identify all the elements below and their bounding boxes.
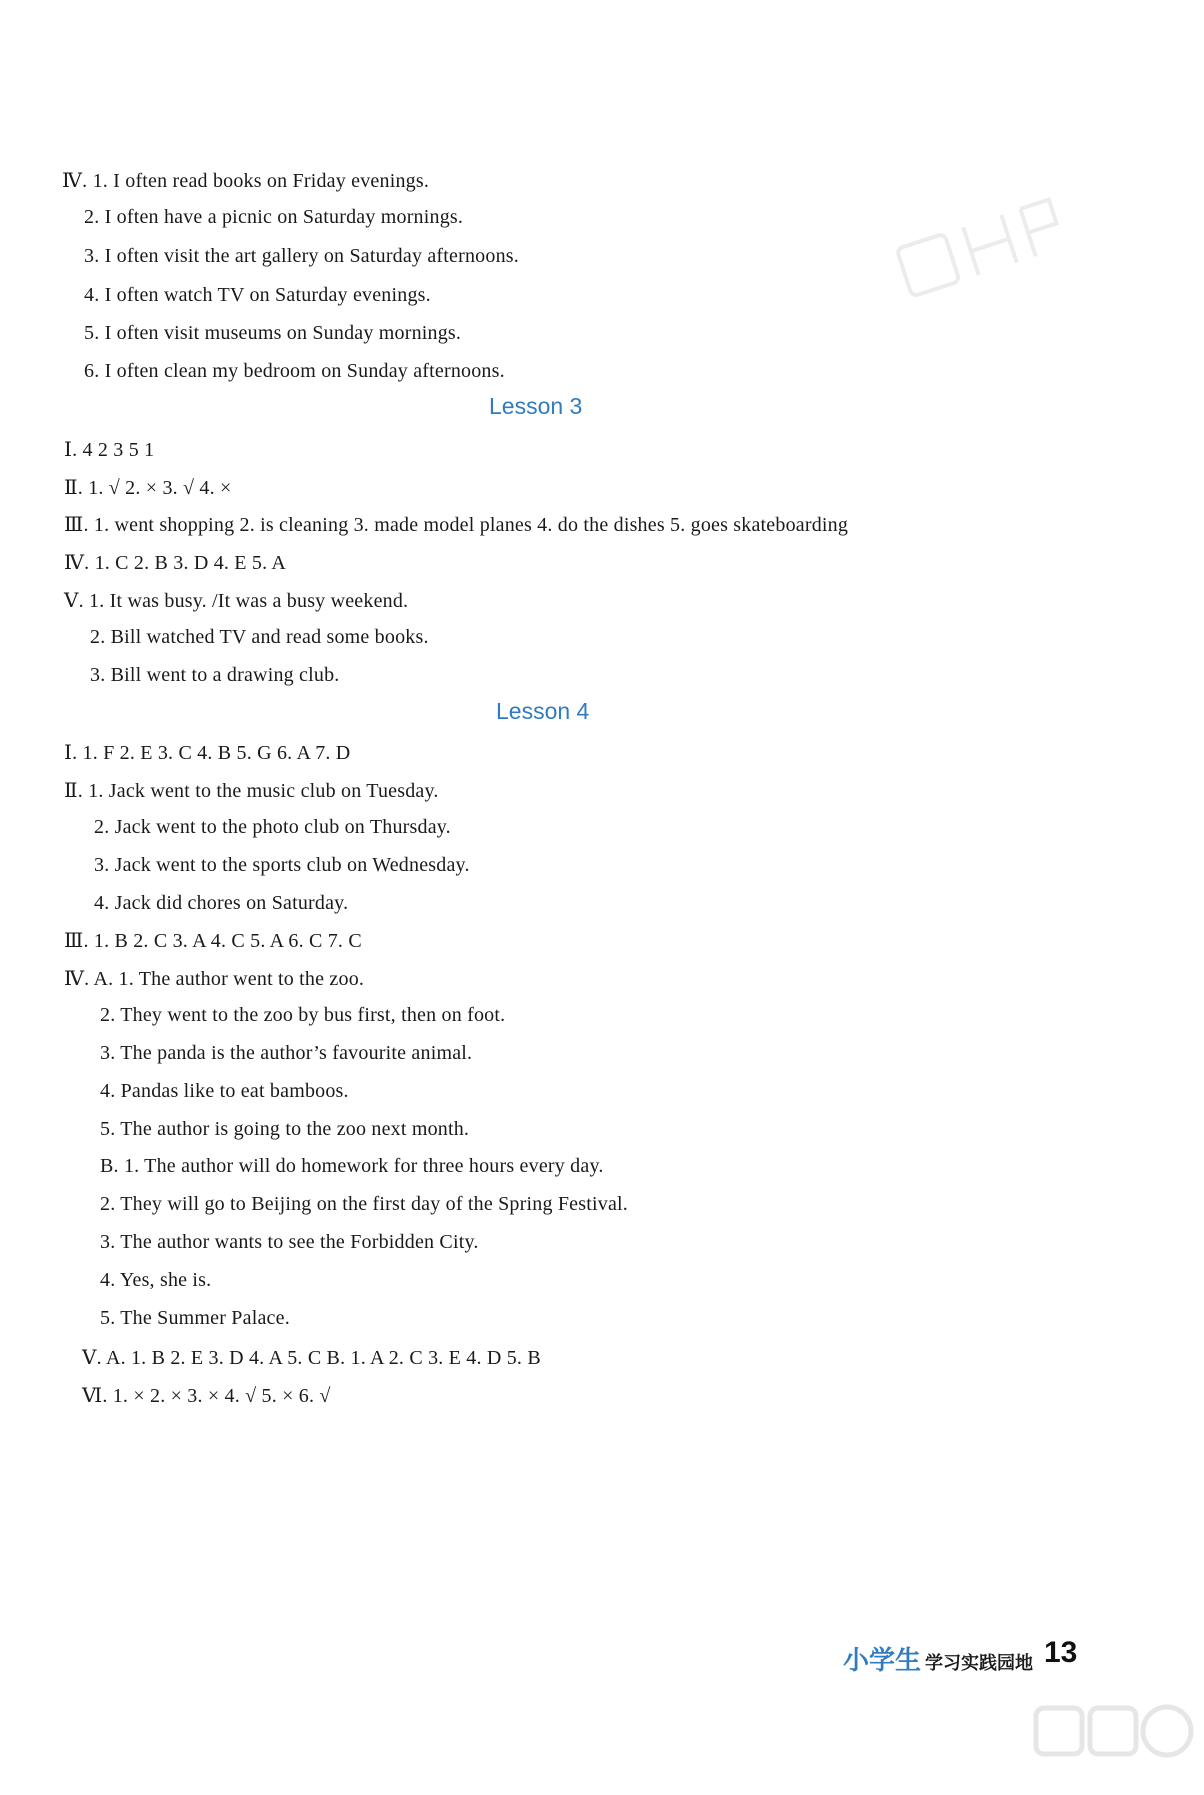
iv-line-5: 5. I often visit museums on Sunday mornings.: [84, 322, 462, 344]
lesson-3-title: Lesson 3: [489, 393, 583, 419]
lesson3-line-1: Ⅰ. 4 2 3 5 1: [64, 439, 155, 461]
lesson4-line-1: Ⅰ. 1. F 2. E 3. C 4. B 5. G 6. A 7. D: [64, 742, 351, 764]
page-number: 13: [1044, 1636, 1078, 1669]
lesson4-line-11: 5. The author is going to the zoo next month.: [100, 1118, 470, 1140]
footer-brand: [843, 1640, 1033, 1677]
lesson4-line-5: 4. Jack did chores on Saturday.: [94, 892, 349, 914]
lesson-4-title: Lesson 4: [496, 698, 590, 724]
lesson4-line-2: Ⅱ. 1. Jack went to the music club on Tuesday.: [64, 780, 439, 802]
lesson4-line-9: 3. The panda is the author’s favourite animal.: [100, 1042, 473, 1064]
iv-line-4: 4. I often watch TV on Saturday evenings.: [84, 284, 431, 306]
lesson4-line-8: 2. They went to the zoo by bus first, then on foot.: [100, 1004, 506, 1026]
lesson4-line-6: Ⅲ. 1. B 2. C 3. A 4. C 5. A 6. C 7. C: [64, 930, 362, 952]
lesson4-line-4: 3. Jack went to the sports club on Wednesday.: [94, 854, 470, 876]
iv-line-3: 3. I often visit the art gallery on Saturday afternoons.: [84, 245, 519, 267]
lesson3-line-7: 3. Bill went to a drawing club.: [90, 664, 340, 686]
lesson4-line-16: 5. The Summer Palace.: [100, 1307, 290, 1329]
lesson4-line-17: Ⅴ. A. 1. B 2. E 3. D 4. A 5. C B. 1. A 2. C 3. E 4. D 5. B: [82, 1347, 541, 1369]
lesson3-line-3: Ⅲ. 1. went shopping 2. is cleaning 3. made model planes 4. do the dishes 5. goes skateboarding: [64, 514, 849, 536]
lesson4-line-10: 4. Pandas like to eat bamboos.: [100, 1080, 349, 1102]
lesson3-line-4: Ⅳ. 1. C 2. B 3. D 4. E 5. A: [64, 552, 287, 574]
lesson3-line-5: Ⅴ. 1. It was busy. /It was a busy weekend.: [64, 590, 409, 612]
brand-sub-text: 学习实践园地: [925, 1653, 1034, 1673]
lesson3-line-6: 2. Bill watched TV and read some books.: [90, 626, 429, 648]
brand-main-text: 小学生: [843, 1645, 922, 1675]
watermark-seal-icon: [1030, 1700, 1200, 1790]
lesson4-line-3: 2. Jack went to the photo club on Thursday.: [94, 816, 451, 838]
iv-line-2: 2. I often have a picnic on Saturday mornings.: [84, 206, 464, 228]
iv-line-1: Ⅳ. 1. I often read books on Friday evenings.: [62, 170, 430, 192]
lesson4-line-18: Ⅵ. 1. × 2. × 3. × 4. √ 5. × 6. √: [82, 1385, 331, 1407]
lesson3-line-2: Ⅱ. 1. √ 2. × 3. √ 4. ×: [64, 477, 232, 499]
lesson4-line-14: 3. The author wants to see the Forbidden City.: [100, 1231, 479, 1253]
lesson4-line-13: 2. They will go to Beijing on the first day of the Spring Festival.: [100, 1193, 628, 1215]
watermark-logo: [1030, 1700, 1200, 1790]
lesson4-line-15: 4. Yes, she is.: [100, 1269, 212, 1291]
lesson4-line-12: B. 1. The author will do homework for three hours every day.: [100, 1155, 604, 1177]
iv-line-6: 6. I often clean my bedroom on Sunday afternoons.: [84, 360, 505, 382]
watermark-faint-icon: [890, 190, 1090, 300]
lesson4-line-7: Ⅳ. A. 1. The author went to the zoo.: [64, 968, 365, 990]
